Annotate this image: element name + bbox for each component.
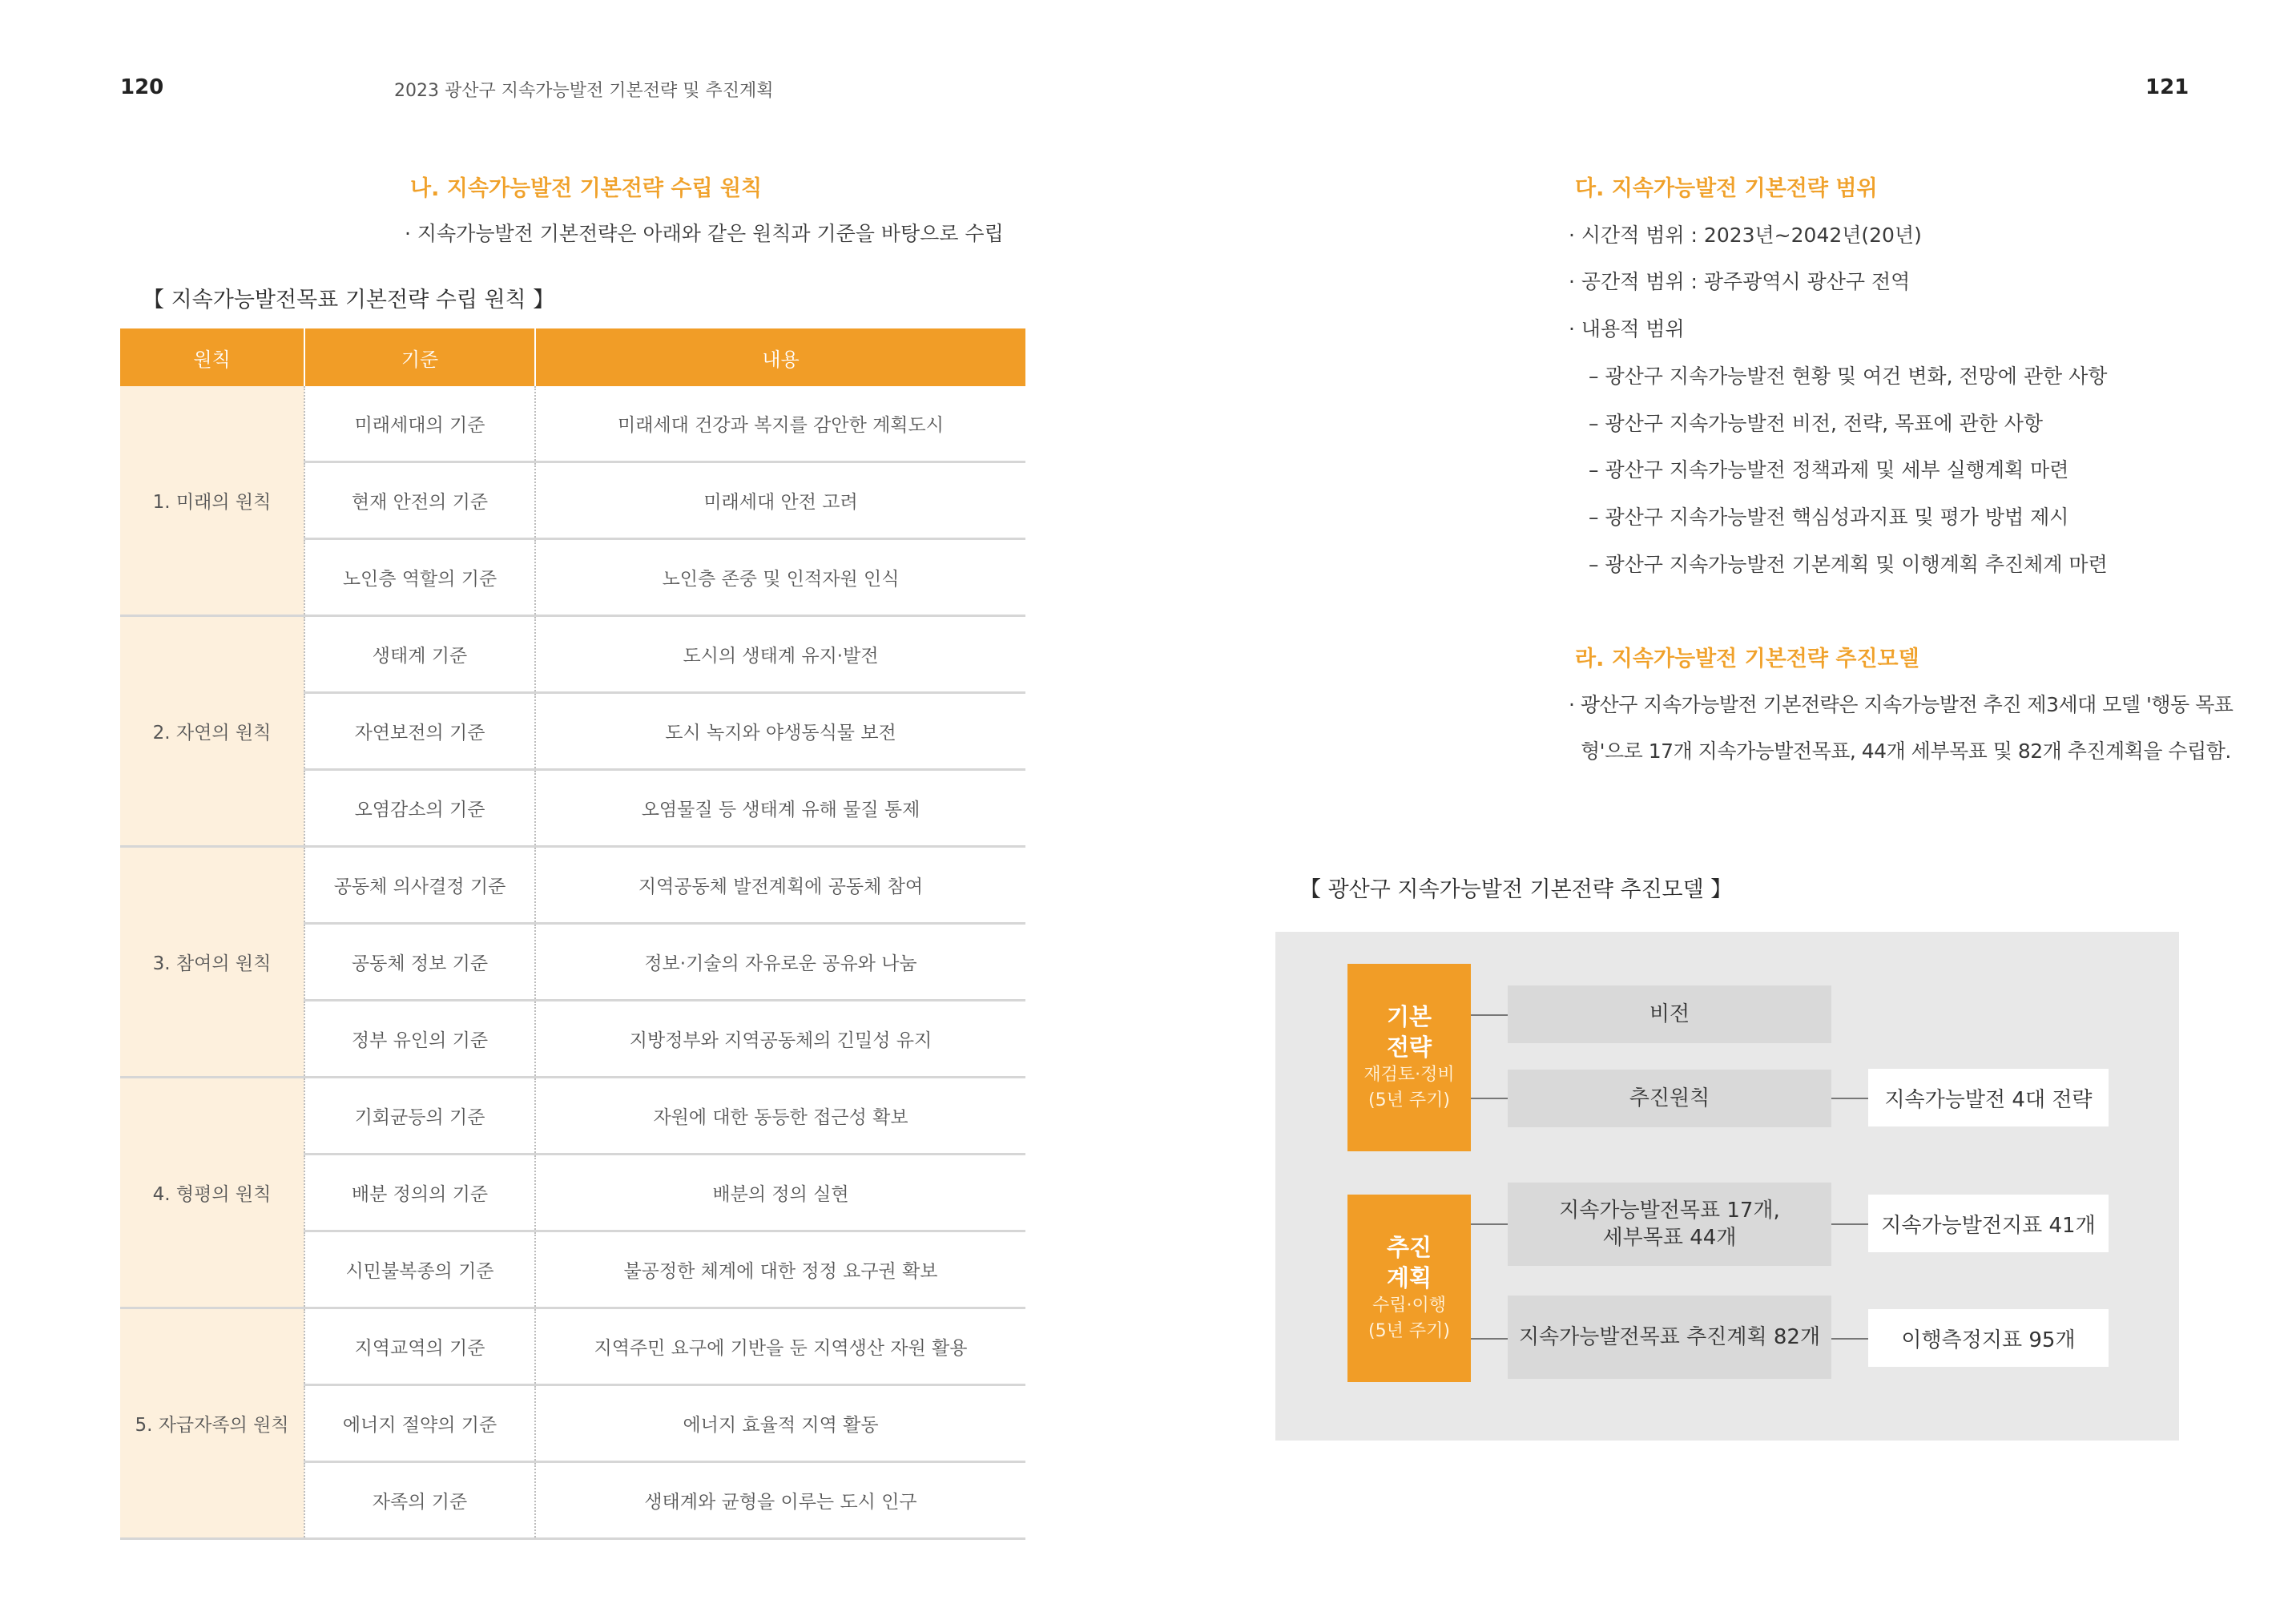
content-cell: 도시의 생태계 유지·발전	[535, 616, 1025, 693]
left-page-number: 120	[120, 75, 164, 99]
section-ra-para-line1: · 광산구 지속가능발전 기본전략은 지속가능발전 추진 제3세대 모델 '행동 목표	[1569, 693, 2234, 716]
principle-cell: 5. 자급자족의 원칙	[120, 1308, 304, 1539]
table-header-row	[120, 328, 1025, 386]
section-na-bullet: · 지속가능발전 기본전략은 아래와 같은 원칙과 기준을 바탕으로 수립	[405, 222, 1004, 245]
criterion-cell: 지역교역의 기준	[304, 1308, 535, 1385]
section-ra-heading: 라. 지속가능발전 기본전략 추진모델	[1575, 647, 1919, 671]
criterion-cell: 공동체 의사결정 기준	[304, 847, 535, 924]
content-cell: 불공정한 체계에 대한 정정 요구권 확보	[535, 1231, 1025, 1308]
criterion-cell: 에너지 절약의 기준	[304, 1385, 535, 1462]
scope-item: – 광산구 지속가능발전 기본계획 및 이행계획 추진체계 마련	[1589, 553, 2108, 576]
criterion-cell: 시민불복종의 기준	[304, 1231, 535, 1308]
strategy-sub2: (5년 주기)	[1368, 1090, 1450, 1110]
content-cell: 자원에 대한 동등한 접근성 확보	[535, 1078, 1025, 1155]
content-cell: 미래세대 건강과 복지를 감안한 계획도시	[535, 386, 1025, 462]
header-criterion: 기준	[304, 328, 535, 386]
scope-item: – 광산구 지속가능발전 현황 및 여건 변화, 전망에 관한 사항	[1589, 365, 2108, 388]
header-principle: 원칙	[120, 328, 304, 386]
table-row	[120, 1308, 1025, 1385]
table-caption: 【 지속가능발전목표 기본전략 수립 원칙 】	[143, 288, 555, 312]
plans-box: 지속가능발전목표 추진계획 82개	[1508, 1296, 1831, 1379]
goals-line2: 세부목표 44개	[1602, 1226, 1737, 1250]
content-cell: 정보·기술의 자유로운 공유와 나눔	[535, 924, 1025, 1001]
connector-line	[1471, 1223, 1508, 1225]
goals-line1: 지속가능발전목표 17개,	[1559, 1199, 1780, 1223]
connector-line	[1831, 1098, 1868, 1099]
running-title: 2023 광산구 지속가능발전 기본전략 및 추진계획	[394, 81, 774, 101]
diagram-caption: 【 광산구 지속가능발전 기본전략 추진모델 】	[1299, 877, 1733, 902]
header-content: 내용	[535, 328, 1025, 386]
content-cell: 배분의 정의 실현	[535, 1155, 1025, 1231]
connector-line	[1471, 1098, 1508, 1099]
section-ra-para-line2: 형'으로 17개 지속가능발전목표, 44개 세부목표 및 82개 추진계획을 수립함.	[1581, 739, 2231, 763]
content-scope: · 내용적 범위	[1569, 317, 1685, 341]
principles-table	[120, 328, 1025, 1540]
criterion-cell: 자족의 기준	[304, 1462, 535, 1539]
scope-item: – 광산구 지속가능발전 정책과제 및 세부 실행계획 마련	[1589, 458, 2069, 482]
principle-cell: 3. 참여의 원칙	[120, 847, 304, 1078]
strategy-sub1: 재검토·정비	[1364, 1065, 1455, 1085]
table-row	[120, 847, 1025, 924]
criterion-cell: 정부 유인의 기준	[304, 1001, 535, 1078]
content-cell: 지역공동체 발전계획에 공동체 참여	[535, 847, 1025, 924]
criterion-cell: 미래세대의 기준	[304, 386, 535, 462]
vision-box: 비전	[1508, 985, 1831, 1043]
criterion-cell: 노인층 역할의 기준	[304, 539, 535, 616]
section-na-heading: 나. 지속가능발전 기본전략 수립 원칙	[410, 176, 763, 201]
principle-cell: 4. 형평의 원칙	[120, 1078, 304, 1308]
plan-sub2: (5년 주기)	[1368, 1321, 1450, 1341]
principle-box: 추진원칙	[1508, 1070, 1831, 1127]
strategy-title-line2: 전략	[1386, 1034, 1432, 1061]
criterion-cell: 자연보전의 기준	[304, 693, 535, 770]
connector-line	[1831, 1338, 1868, 1340]
content-cell: 노인층 존중 및 인적자원 인식	[535, 539, 1025, 616]
plan-title-line1: 추진	[1386, 1234, 1432, 1261]
space-scope: · 공간적 범위 : 광주광역시 광산구 전역	[1569, 270, 1911, 293]
criterion-cell: 공동체 정보 기준	[304, 924, 535, 1001]
time-scope: · 시간적 범위 : 2023년~2042년(20년)	[1569, 224, 1922, 247]
strategy-box	[1347, 964, 1471, 1151]
indicators-box: 지속가능발전지표 41개	[1868, 1195, 2109, 1252]
content-cell: 지방정부와 지역공동체의 긴밀성 유지	[535, 1001, 1025, 1078]
strategy-title-line1: 기본	[1386, 1003, 1432, 1030]
plan-title-line2: 계획	[1386, 1264, 1432, 1292]
scope-item: – 광산구 지속가능발전 비전, 전략, 목표에 관한 사항	[1589, 412, 2044, 435]
table-row	[120, 616, 1025, 693]
content-cell: 미래세대 안전 고려	[535, 462, 1025, 539]
criterion-cell: 현재 안전의 기준	[304, 462, 535, 539]
criterion-cell: 기회균등의 기준	[304, 1078, 535, 1155]
content-cell: 지역주민 요구에 기반을 둔 지역생산 자원 활용	[535, 1308, 1025, 1385]
plan-sub1: 수립·이행	[1372, 1296, 1446, 1316]
table-row	[120, 386, 1025, 462]
principle-cell: 2. 자연의 원칙	[120, 616, 304, 847]
right-page-number: 121	[2145, 75, 2189, 99]
connector-line	[1831, 1223, 1868, 1225]
connector-line	[1471, 1014, 1508, 1016]
goals-box	[1508, 1183, 1831, 1266]
criterion-cell: 배분 정의의 기준	[304, 1155, 535, 1231]
criterion-cell: 오염감소의 기준	[304, 770, 535, 847]
content-cell: 오염물질 등 생태계 유해 물질 통제	[535, 770, 1025, 847]
plan-box	[1347, 1195, 1471, 1382]
measures-box: 이행측정지표 95개	[1868, 1309, 2109, 1367]
criterion-cell: 생태계 기준	[304, 616, 535, 693]
principle-cell: 1. 미래의 원칙	[120, 386, 304, 616]
strategies-box: 지속가능발전 4대 전략	[1868, 1069, 2109, 1126]
table-row	[120, 1078, 1025, 1155]
section-da-heading: 다. 지속가능발전 기본전략 범위	[1575, 176, 1878, 201]
content-cell: 생태계와 균형을 이루는 도시 인구	[535, 1462, 1025, 1539]
scope-item: – 광산구 지속가능발전 핵심성과지표 및 평가 방법 제시	[1589, 506, 2069, 529]
content-cell: 도시 녹지와 야생동식물 보전	[535, 693, 1025, 770]
connector-line	[1471, 1338, 1508, 1340]
content-cell: 에너지 효율적 지역 활동	[535, 1385, 1025, 1462]
